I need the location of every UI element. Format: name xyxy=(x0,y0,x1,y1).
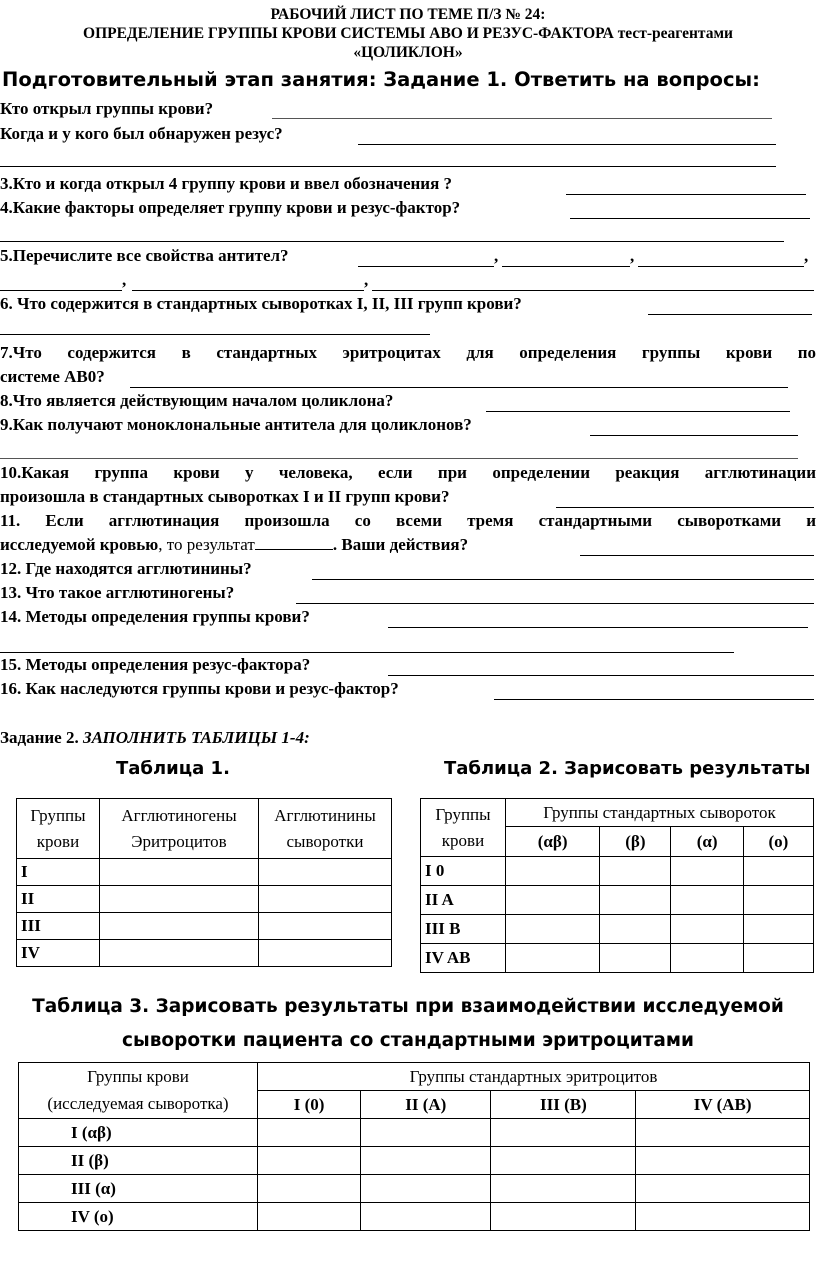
table-2 xyxy=(420,798,814,973)
table-3-cell[interactable] xyxy=(361,1119,491,1147)
answer-line-7[interactable] xyxy=(130,387,788,388)
table-1-cell[interactable] xyxy=(100,886,259,913)
question-10b: произошла в стандартных сыворотках I и II групп крови? xyxy=(0,487,450,506)
answer-line-4[interactable] xyxy=(570,218,810,219)
question-12: 12. Где находятся агглютинины? xyxy=(0,559,252,578)
table-3-cell[interactable] xyxy=(491,1175,636,1203)
table-1-cell[interactable] xyxy=(100,859,259,886)
answer-line-6[interactable] xyxy=(648,314,812,315)
table-3-cell[interactable] xyxy=(361,1203,491,1231)
answer-line-9b[interactable] xyxy=(0,458,798,459)
table-3-col-ab: IV (AB) xyxy=(636,1091,810,1119)
table-2-cell[interactable] xyxy=(600,944,671,973)
header-line-1: РАБОЧИЙ ЛИСТ ПО ТЕМЕ П/З № 24: xyxy=(270,6,546,23)
table-3-col-0: I (0) xyxy=(258,1091,361,1119)
answer-line-5e[interactable] xyxy=(132,290,364,291)
worksheet-page: РАБОЧИЙ ЛИСТ ПО ТЕМЕ П/З № 24: ОПРЕДЕЛЕНИЕ ГРУППЫ КРОВИ СИСТЕМЫ АВО И РЕЗУС-ФАКТОРА тест-реагентами «ЦОЛИКЛОН» Подготовительный этап занятия: Задание 1. Ответить на вопросы: Кто открыл группы крови? Когда и у кого был обнаружен резус? 3.Кто и когда открыл 4 группу крови и ввел обозначения ? 4.Какие факторы определяет группу крови и резус-фактор? 5.Перечислите все свойства антител? , , , , , 6. Что содержится в стандартных сыворотках I, II, III групп крови? 7.Что содержится в стандартных эритроцитах для определения группы крови по системе АВ0? 8.Что является действующим началом цоликлона? 9.Как получают моноклональные антитела для цоликлонов? 10.Какая группа крови у человека, если при определении реакция агглютинации произошла в стандартных сыворотках I и II групп крови? 11. Если агглютинация произошла со всеми тремя стандартными сыворотками и исследуемой кровью, то результат . Ваши действия? 12. Где находятся агглютинины? 13. Что такое агглютиногены? 14. Методы определения группы крови? 15. Методы определения резус-фактора? 16. Как наследуются группы крови и резус-фактор? Задание 2. ЗАПОЛНИТЬ ТАБЛИЦЫ 1-4: Таблица 1. Таблица 2. Зарисовать результаты Группы крови Агглютиногены Эритроцитов Агглютинины сыворотки I II III IV Группы крови Группы стандартных сывороток (αβ) (β) (α) (o) I 0 II A III B IV AB Таблица 3. Зарисовать результаты при взаимодействии исследуемой сыворотки пациента со стандартными эритроцитами Группы крови Группы стандартных эритроцитов (исследуемая сыворотка) I (0) II (A) III (B) IV (AB) I (αβ) II (β) III (α) IV (o) xyxy=(0,0,816,1276)
table-3-cell[interactable] xyxy=(361,1147,491,1175)
answer-line-14b[interactable] xyxy=(0,652,734,653)
header-line-2: ОПРЕДЕЛЕНИЕ ГРУППЫ КРОВИ СИСТЕМЫ АВО И РЕЗУС-ФАКТОРА тест-реагентами xyxy=(83,25,733,42)
table-2-header-sera: Группы стандартных сывороток xyxy=(506,799,814,827)
answer-line-5f[interactable] xyxy=(372,290,814,291)
table-3-cell[interactable] xyxy=(361,1175,491,1203)
table-1-header-groups: Группы крови xyxy=(17,799,100,859)
table-2-col-o: (o) xyxy=(743,827,813,857)
table-1-cell[interactable] xyxy=(259,913,392,940)
table-2-cell[interactable] xyxy=(671,886,743,915)
prep-title: Подготовительный этап занятия: Задание 1. Ответить на вопросы: xyxy=(2,68,760,91)
table-3-cell[interactable] xyxy=(258,1147,361,1175)
table-3-cell[interactable] xyxy=(636,1203,810,1231)
table-3-cell[interactable] xyxy=(258,1175,361,1203)
table-3-cell[interactable] xyxy=(258,1203,361,1231)
table-3-row-label: II (β) xyxy=(19,1147,258,1175)
answer-line-6b[interactable] xyxy=(0,334,430,335)
table-1-row-label: III xyxy=(17,913,100,940)
table-3-cell[interactable] xyxy=(636,1175,810,1203)
answer-line-10[interactable] xyxy=(556,507,814,508)
table-3-header-serum: (исследуемая сыворотка) xyxy=(19,1091,258,1119)
table-3-cell[interactable] xyxy=(636,1147,810,1175)
question-11a: 11. Если агглютинация произошла со всеми тремя стандартными сыворотками и xyxy=(0,511,816,530)
table-2-cell[interactable] xyxy=(506,915,600,944)
table-3-caption-line-2: сыворотки пациента со стандартными эритроцитами xyxy=(122,1030,694,1051)
table-3-col-a: II (A) xyxy=(361,1091,491,1119)
header-line-3: «ЦОЛИКЛОН» xyxy=(353,44,463,61)
answer-line-12[interactable] xyxy=(312,579,814,580)
question-6: 6. Что содержится в стандартных сыворотках I, II, III групп крови? xyxy=(0,294,522,313)
table-1-cell[interactable] xyxy=(259,940,392,967)
question-15: 15. Методы определения резус-фактора? xyxy=(0,655,311,674)
table-1-header-agglutinins: Агглютинины сыворотки xyxy=(259,799,392,859)
table-2-header-groups: Группы крови xyxy=(421,799,506,857)
table-2-row-label: II A xyxy=(421,886,506,915)
table-2-row-label: IV AB xyxy=(421,944,506,973)
question-9: 9.Как получают моноклональные антитела для цоликлонов? xyxy=(0,415,472,434)
table-1-cell[interactable] xyxy=(259,886,392,913)
table-3-row-label: I (αβ) xyxy=(19,1119,258,1147)
table-1 xyxy=(16,798,392,967)
table-2-col-a: (α) xyxy=(671,827,743,857)
answer-line-13[interactable] xyxy=(296,603,814,604)
table-1-row-label: I xyxy=(17,859,100,886)
answer-line-5a[interactable] xyxy=(358,266,494,267)
question-4: 4.Какие факторы определяет группу крови и резус-фактор? xyxy=(0,198,461,217)
table-2-row-label: III B xyxy=(421,915,506,944)
table-2-cell[interactable] xyxy=(506,944,600,973)
table-2-cell[interactable] xyxy=(600,915,671,944)
answer-line-5c[interactable] xyxy=(638,266,804,267)
answer-line-1[interactable] xyxy=(272,118,772,119)
table-3 xyxy=(18,1062,810,1231)
task-2-title: Задание 2. ЗАПОЛНИТЬ ТАБЛИЦЫ 1-4: xyxy=(0,728,310,747)
question-10a: 10.Какая группа крови у человека, если при определении реакция агглютинации xyxy=(0,463,816,482)
table-2-cell[interactable] xyxy=(743,944,813,973)
question-7b: системе АВ0? xyxy=(0,367,105,386)
question-2: Когда и у кого был обнаружен резус? xyxy=(0,124,283,143)
question-13: 13. Что такое агглютиногены? xyxy=(0,583,235,602)
table-1-row-label: II xyxy=(17,886,100,913)
table-3-row-label: III (α) xyxy=(19,1175,258,1203)
answer-line-16[interactable] xyxy=(494,699,814,700)
table-1-header-agglutinogens: Агглютиногены Эритроцитов xyxy=(100,799,259,859)
question-7a: 7.Что содержится в стандартных эритроцитах для определения группы крови по xyxy=(0,343,816,362)
table-3-caption-line-1: Таблица 3. Зарисовать результаты при взаимодействии исследуемой xyxy=(32,996,784,1017)
answer-line-2b[interactable] xyxy=(0,166,776,167)
table-3-cell[interactable] xyxy=(491,1147,636,1175)
table-2-cell[interactable] xyxy=(506,857,600,886)
table-1-row-label: IV xyxy=(17,940,100,967)
answer-line-8[interactable] xyxy=(486,411,790,412)
table-2-col-ab: (αβ) xyxy=(506,827,600,857)
table-2-col-b: (β) xyxy=(600,827,671,857)
table-2-cell[interactable] xyxy=(743,915,813,944)
answer-line-3[interactable] xyxy=(566,194,806,195)
question-16: 16. Как наследуются группы крови и резус-фактор? xyxy=(0,679,399,698)
table-2-cell[interactable] xyxy=(743,886,813,915)
table-2-caption: Таблица 2. Зарисовать результаты xyxy=(444,758,811,779)
answer-line-14[interactable] xyxy=(388,627,808,628)
table-2-cell[interactable] xyxy=(671,915,743,944)
table-2-cell[interactable] xyxy=(671,857,743,886)
table-1-caption: Таблица 1. xyxy=(116,758,230,779)
table-2-cell[interactable] xyxy=(671,944,743,973)
table-3-header-erythrocytes: Группы стандартных эритроцитов xyxy=(258,1063,810,1091)
table-3-col-b: III (B) xyxy=(491,1091,636,1119)
table-3-cell[interactable] xyxy=(491,1203,636,1231)
answer-line-9[interactable] xyxy=(590,435,798,436)
table-1-cell[interactable] xyxy=(100,913,259,940)
table-3-cell[interactable] xyxy=(491,1119,636,1147)
question-3: 3.Кто и когда открыл 4 группу крови и ввел обозначения ? xyxy=(0,174,453,193)
table-1-cell[interactable] xyxy=(100,940,259,967)
answer-line-15[interactable] xyxy=(388,675,814,676)
answer-line-5b[interactable] xyxy=(502,266,630,267)
question-1: Кто открыл группы крови? xyxy=(0,99,214,118)
answer-line-2[interactable] xyxy=(358,144,776,145)
answer-line-4b[interactable] xyxy=(0,241,784,242)
answer-line-11a[interactable] xyxy=(255,535,333,550)
question-5: 5.Перечислите все свойства антител? xyxy=(0,246,289,265)
answer-line-11b[interactable] xyxy=(580,555,814,556)
table-2-row-label: I 0 xyxy=(421,857,506,886)
table-2-cell[interactable] xyxy=(600,857,671,886)
answer-line-5d[interactable] xyxy=(0,290,122,291)
table-2-cell[interactable] xyxy=(600,886,671,915)
table-3-row-label: IV (o) xyxy=(19,1203,258,1231)
question-14: 14. Методы определения группы крови? xyxy=(0,607,310,626)
question-11b: исследуемой кровью, то результат . Ваши действия? xyxy=(0,535,469,554)
table-2-cell[interactable] xyxy=(506,886,600,915)
table-3-cell[interactable] xyxy=(636,1119,810,1147)
table-3-header-groups: Группы крови xyxy=(19,1063,258,1091)
table-2-cell[interactable] xyxy=(743,857,813,886)
table-1-cell[interactable] xyxy=(259,859,392,886)
table-3-cell[interactable] xyxy=(258,1119,361,1147)
question-8: 8.Что является действующим началом цоликлона? xyxy=(0,391,394,410)
